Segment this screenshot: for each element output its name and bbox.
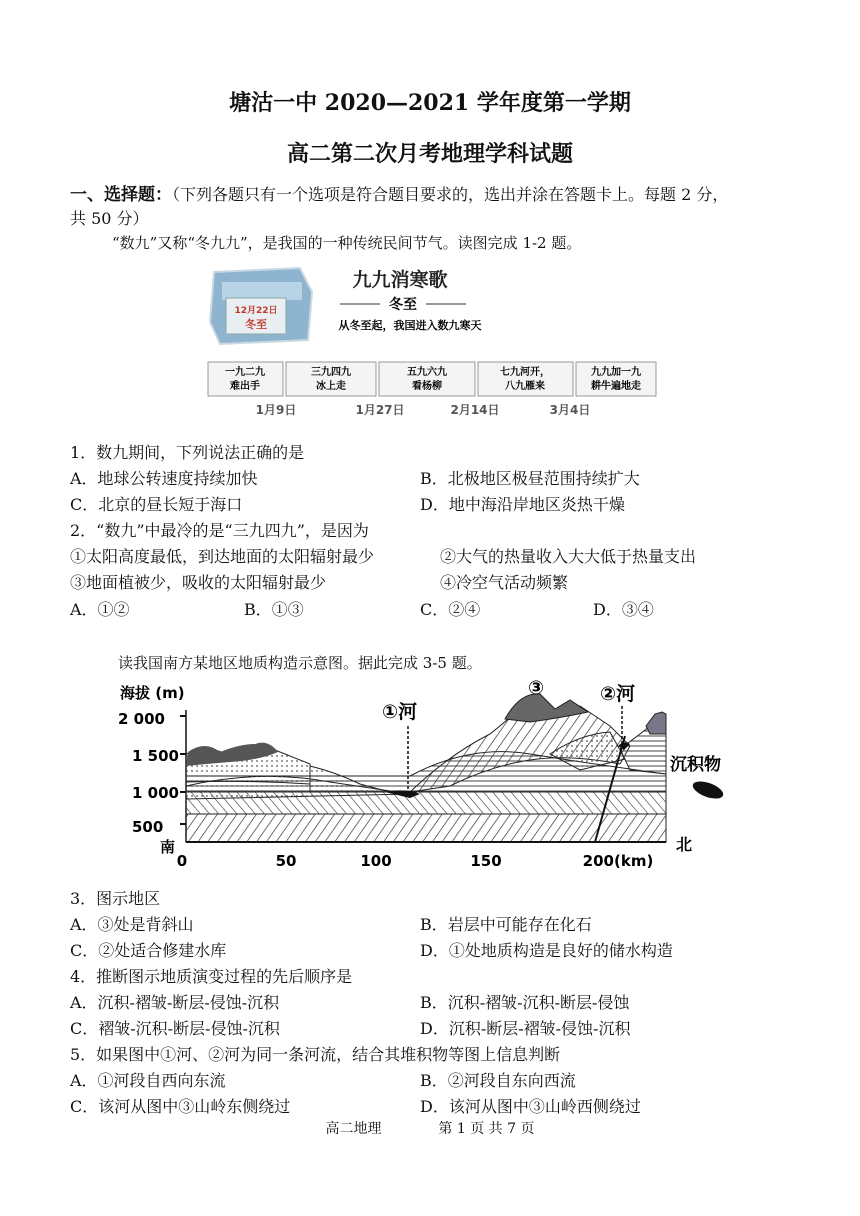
section-heading: 一、选择题： — [70, 185, 172, 205]
q3-option-a: A．③处是背斜山 — [70, 915, 194, 934]
calendar-date: 12月22日 — [234, 306, 278, 316]
intro-q3-5: 读我国南方某地区地质构造示意图。据此完成 3-5 题。 — [118, 654, 482, 672]
y-tick-500: 500 — [132, 818, 164, 836]
q1-stem: 1．数九期间，下列说法正确的是 — [70, 443, 305, 462]
section-instructions — [70, 180, 728, 205]
rock-layers — [186, 694, 666, 842]
x-tick-0: 0 — [176, 852, 188, 870]
footer-page-number: 第 1 页 共 7 页 — [438, 1121, 535, 1137]
section-instruction-a: （下列各题只有一个选项是符合题目要求的，选出并涂在答题卡上。每题 2 分， — [172, 185, 729, 204]
q4-stem: 4．推断图示地质演变过程的先后顺序是 — [70, 967, 353, 986]
date-1: 1月9日 — [255, 403, 297, 417]
stage-4-line2: 八九雁来 — [505, 381, 545, 392]
q2-stem: 2．“数九”中最冷的是“三九四九”，是因为 — [70, 521, 369, 540]
q1-option-b: B．北极地区极昼范围持续扩大 — [420, 469, 640, 488]
y-tick-1000: 1 000 — [132, 784, 179, 802]
q2-statement-1: ①太阳高度最低，到达地面的太阳辐射最少 — [70, 547, 375, 566]
song-subtitle: 冬至 — [389, 297, 417, 313]
stage-4-line1: 七九河开， — [500, 367, 550, 378]
calendar-term: 冬至 — [245, 318, 267, 331]
page-footer — [0, 1118, 860, 1138]
river-2-label: ②河 — [600, 683, 636, 705]
q3-stem: 3．图示地区 — [70, 889, 161, 908]
stage-5-line2: 耕牛遍地走 — [591, 381, 641, 392]
q2-statement-4: ④冷空气活动频繁 — [440, 573, 569, 592]
q2-statement-2: ②大气的热量收入大大低于热量支出 — [440, 547, 697, 566]
sediment-legend-label: 沉积物 — [670, 755, 721, 775]
mountain-3-label: ③ — [528, 677, 545, 699]
q1-option-a: A．地球公转速度持续加快 — [70, 469, 258, 488]
date-4: 3月4日 — [549, 403, 591, 417]
stage-2-line1: 三九四九 — [311, 367, 351, 378]
q5-option-a: A．①河段自西向东流 — [70, 1071, 226, 1090]
shujiu-illustration — [200, 262, 660, 422]
section-instruction-b: 共 50 分） — [70, 209, 149, 228]
q2-statement-3: ③地面植被少，吸收的太阳辐射最少 — [70, 573, 327, 592]
q1-option-c: C．北京的昼长短于海口 — [70, 495, 243, 514]
stage-1-line2: 难出手 — [230, 381, 260, 392]
date-2: 1月27日 — [355, 403, 405, 417]
sediment-legend-icon — [691, 778, 726, 802]
figure-geology — [110, 674, 770, 884]
q4-option-b: B．沉积-褶皱-沉积-断层-侵蚀 — [420, 993, 630, 1012]
q2-option-d: D．③④ — [593, 600, 654, 619]
y-tick-2000: 2 000 — [118, 710, 165, 728]
x-tick-200: 200(km) — [582, 852, 654, 870]
q5-option-c: C．该河从图中③山岭东侧绕过 — [70, 1097, 291, 1116]
river-1-label: ①河 — [382, 701, 418, 723]
q2-option-c: C．②④ — [420, 600, 481, 619]
x-tick-100: 100 — [360, 852, 392, 870]
date-3: 2月14日 — [450, 403, 500, 417]
stage-5-line1: 九九加一九 — [591, 367, 641, 378]
north-label: 北 — [676, 835, 693, 854]
song-title: 九九消寒歌 — [352, 269, 448, 291]
exam-subtitle: 高二第二次月考地理学科试题 — [286, 141, 573, 167]
q3-option-b: B．岩层中可能存在化石 — [420, 915, 592, 934]
y-tick-1500: 1 500 — [132, 747, 179, 765]
south-label: 南 — [160, 838, 176, 856]
q5-stem: 5．如果图中①河、②河为同一条河流，结合其堆积物等图上信息判断 — [70, 1045, 561, 1064]
q3-option-d: D．①处地质构造是良好的储水构造 — [420, 941, 673, 960]
q4-option-c: C．褶皱-沉积-断层-侵蚀-沉积 — [70, 1019, 280, 1038]
footer-subject: 高二地理 — [325, 1121, 382, 1137]
q2-option-b: B．①③ — [244, 600, 304, 619]
q4-option-d: D．沉积-断层-褶皱-侵蚀-沉积 — [420, 1019, 631, 1038]
stage-3-line1: 五九六九 — [407, 367, 447, 378]
geology-cross-section — [110, 674, 770, 884]
q2-option-a: A．①② — [70, 600, 130, 619]
figure-shujiu — [200, 262, 660, 422]
song-caption: 从冬至起，我国进入数九寒天 — [338, 319, 482, 332]
y-axis-label: 海拔 (m) — [120, 684, 185, 702]
stage-1-line1: 一九二九 — [225, 367, 265, 378]
exam-title: 塘沽一中 2020—2021 学年度第一学期 — [229, 90, 631, 116]
stage-3-line2: 看杨柳 — [412, 381, 442, 392]
x-tick-50: 50 — [275, 852, 297, 870]
q5-option-b: B．②河段自东向西流 — [420, 1071, 576, 1090]
x-tick-150: 150 — [470, 852, 502, 870]
q1-option-d: D．地中海沿岸地区炎热干燥 — [420, 495, 625, 514]
stage-2-line2: 冰上走 — [316, 381, 346, 392]
q4-option-a: A．沉积-褶皱-断层-侵蚀-沉积 — [70, 993, 280, 1012]
q3-option-c: C．②处适合修建水库 — [70, 941, 227, 960]
intro-q1-2: “数九”又称“冬九九”，是我国的一种传统民间节气。读图完成 1-2 题。 — [112, 234, 582, 252]
q5-option-d: D．该河从图中③山岭西侧绕过 — [420, 1097, 641, 1116]
